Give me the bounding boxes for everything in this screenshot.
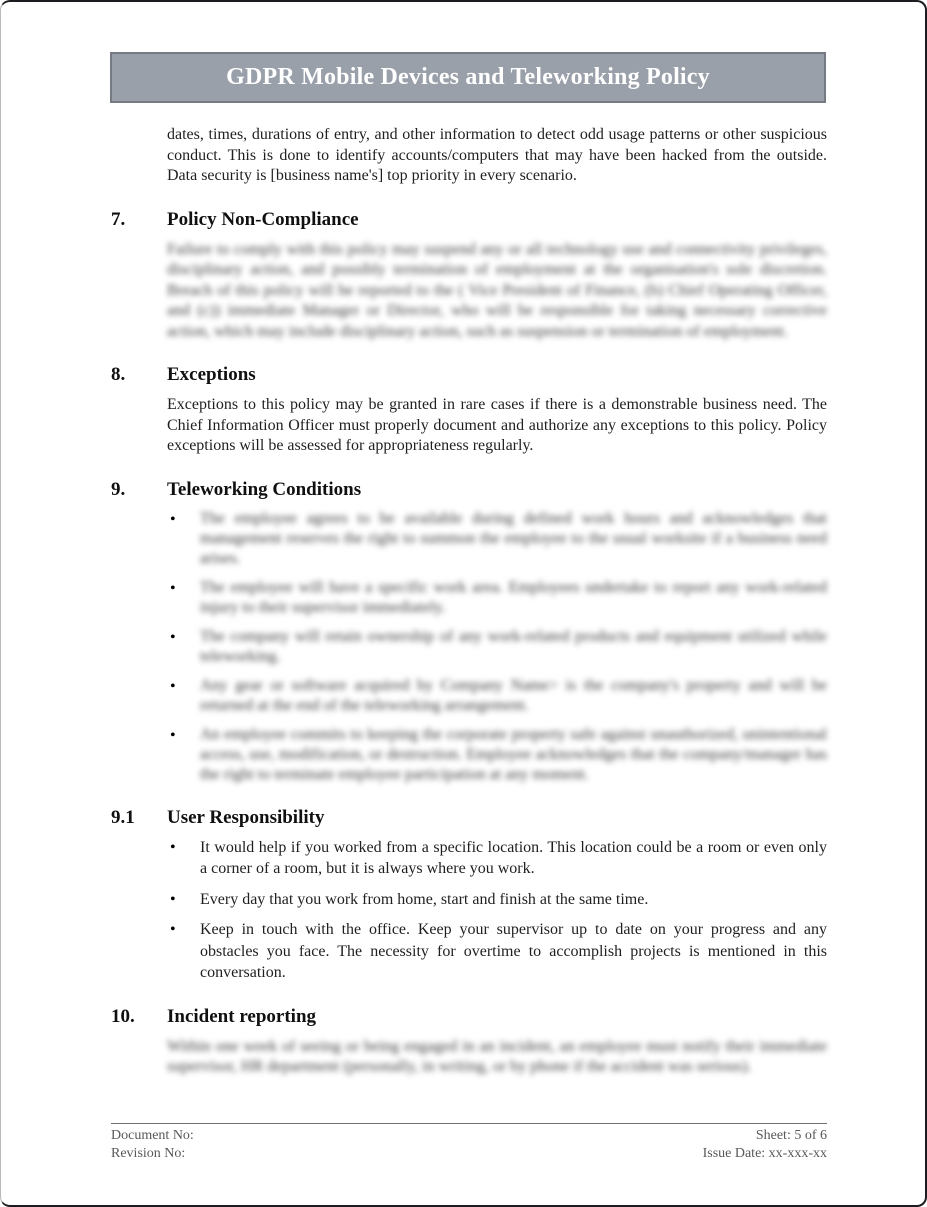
list-item xyxy=(167,919,827,984)
bullet-icon: • xyxy=(170,890,176,908)
list-item xyxy=(167,578,827,618)
footer-right xyxy=(703,1127,827,1163)
section-title: Incident reporting xyxy=(167,1005,317,1027)
section-number: 10. xyxy=(111,1005,135,1027)
issue-date: Issue Date: xx-xxx-xx xyxy=(702,1146,827,1161)
teleworking-conditions-list xyxy=(167,509,827,785)
section-policy-non-compliance xyxy=(111,208,827,343)
bullet-icon: • xyxy=(170,510,176,528)
list-item xyxy=(167,509,827,569)
page-footer xyxy=(111,1123,827,1163)
section-number: 7. xyxy=(111,208,126,230)
sheet-number: Sheet: 5 of 6 xyxy=(755,1128,827,1143)
section-paragraph-redacted: Failure to comply with this policy may suspend any or all technology use and connectivity privileges, disciplinary action, and possibly termination of employment at the organisation's sole discretion. Breach of this policy will be reported to the ( Vice President of Finance, (b) Chief Operating Officer, and (c)) immediate Manager or Director, who will be responsible for taking necessary corrective action, which may include disciplinary action, such as suspension or termination of employment. xyxy=(167,240,827,340)
bullet-icon: • xyxy=(170,838,176,856)
bullet-icon: • xyxy=(170,921,176,938)
section-title: Exceptions xyxy=(167,364,256,385)
section-title: Teleworking Conditions xyxy=(167,478,362,500)
section-heading xyxy=(111,1005,827,1028)
section-paragraph: Exceptions to this policy may be granted in rare cases if there is a demonstrable business need. The Chief Information Officer must properly document and authorize any exceptions to this policy. Policy exceptions will be assessed for appropriateness regularly. xyxy=(167,396,827,454)
list-item xyxy=(167,627,827,667)
section-teleworking-conditions xyxy=(111,478,827,785)
bullet-icon: • xyxy=(170,677,176,695)
bullet-icon: • xyxy=(170,726,176,744)
list-item xyxy=(167,676,827,716)
bullet-text: Keep in touch with the office. Keep your supervisor up to date on your progress and any obstacles you face. The necessity for overtime to accomplish projects is mentioned in this conversation. xyxy=(200,921,827,981)
bullet-text-redacted: The employee agrees to be available during defined work hours and acknowledges that management reserves the right to summon the employee to the usual worksite if a business need arises. xyxy=(200,509,827,567)
section-user-responsibility xyxy=(111,806,827,984)
section-heading xyxy=(111,208,827,231)
document-title: GDPR Mobile Devices and Teleworking Policy xyxy=(226,64,710,90)
bullet-text: It would help if you worked from a specific location. This location could be a room or even only a corner of a room, but it is always where you work. xyxy=(200,838,827,877)
footer-left xyxy=(111,1127,194,1163)
list-item xyxy=(167,725,827,785)
section-number: 9.1 xyxy=(111,806,135,828)
section-heading xyxy=(111,363,827,386)
list-item xyxy=(167,837,827,880)
section-heading xyxy=(111,478,827,501)
section-incident-reporting xyxy=(111,1005,827,1078)
user-responsibility-list xyxy=(167,837,827,984)
document-no-label: Document No: xyxy=(111,1128,194,1143)
bullet-text: Every day that you work from home, start and finish at the same time. xyxy=(200,890,649,908)
bullet-text-redacted: An employee commits to keeping the corporate property safe against unauthorized, unintentional access, use, modification, or destruction. Employee acknowledges that the company/manager has the right to terminate employee participation at any moment. xyxy=(200,725,827,783)
document-content xyxy=(1,125,925,1078)
section-exceptions xyxy=(111,363,827,457)
section-number: 8. xyxy=(111,364,126,385)
section-title: User Responsibility xyxy=(167,806,325,828)
section-title: Policy Non-Compliance xyxy=(167,208,359,230)
intro-paragraph: dates, times, durations of entry, and other information to detect odd usage patterns or other suspicious conduct. This is done to identify accounts/computers that may have been hacked from the outside. Data security is [business name's] top priority in every scenario. xyxy=(167,126,827,184)
list-item xyxy=(167,889,827,911)
title-banner xyxy=(110,52,826,103)
bullet-text-redacted: The company will retain ownership of any work-related products and equipment utilized while teleworking. xyxy=(200,627,827,665)
bullet-icon: • xyxy=(170,628,176,646)
bullet-text-redacted: The employee will have a specific work area. Employees undertake to report any work-related injury to their supervisor immediately. xyxy=(200,578,827,616)
bullet-icon: • xyxy=(170,579,176,597)
revision-no-label: Revision No: xyxy=(111,1146,186,1161)
section-heading xyxy=(111,806,827,829)
section-number: 9. xyxy=(111,478,126,500)
bullet-text-redacted: Any gear or software acquired by Company Name> is the company's property and will be returned at the end of the teleworking arrangement. xyxy=(200,676,827,714)
section-paragraph-redacted: Within one week of seeing or being engaged in an incident, an employee must notify their immediate supervisor, HR department (personally, in writing, or by phone if the accident was serious). xyxy=(167,1037,827,1075)
